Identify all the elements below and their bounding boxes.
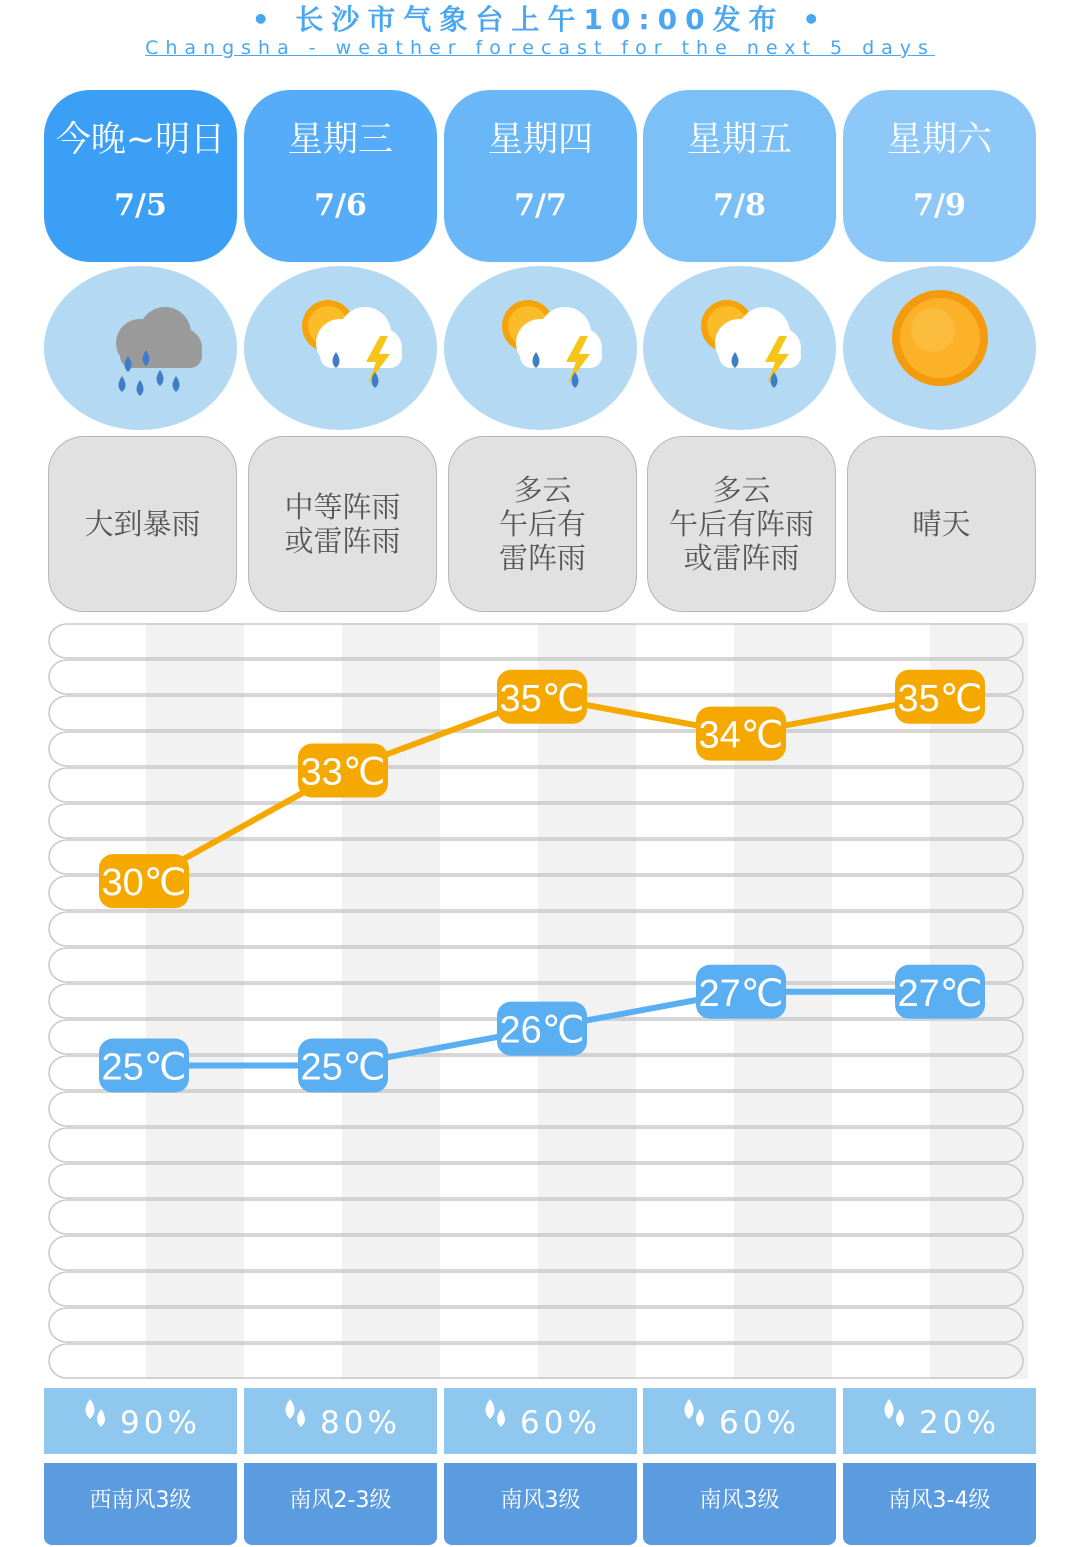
wind-info-text: 西南风3级 — [89, 1488, 192, 1513]
data-point-label — [497, 1002, 587, 1056]
page-subtitle: Changsha - weather forecast for the next 5 days — [145, 37, 935, 59]
raindrop-icon — [879, 1386, 909, 1456]
day-date: 7/5 — [114, 188, 167, 223]
rain-probability — [44, 1388, 237, 1454]
wind-info — [843, 1463, 1036, 1545]
weather-icon-card — [444, 266, 637, 430]
weather-icon-card — [244, 266, 437, 430]
day-card-2[interactable] — [444, 90, 637, 262]
wind-info-text: 南风3级 — [699, 1488, 780, 1513]
raindrop-icon — [280, 1386, 310, 1456]
wind-info — [444, 1463, 637, 1545]
weather-icon-card — [44, 266, 237, 430]
weather-description — [847, 436, 1036, 612]
wind-info — [244, 1463, 437, 1545]
day-name: 今晚~明日 — [55, 120, 226, 160]
weather-description — [248, 436, 437, 612]
data-point-label — [895, 670, 985, 724]
wind-info-text: 南风2-3级 — [289, 1488, 392, 1513]
weather-description — [647, 436, 836, 612]
weather-icon-card — [643, 266, 836, 430]
data-label: 33℃ — [300, 751, 386, 794]
data-point-label — [99, 1039, 189, 1093]
raindrop-icon — [679, 1386, 709, 1456]
weather-icon-card — [843, 266, 1036, 430]
raindrop-icon — [80, 1386, 110, 1456]
data-point-label — [298, 1039, 388, 1093]
weather-description-text: 大到暴雨 — [84, 507, 201, 541]
day-name: 星期三 — [287, 120, 393, 160]
data-label: 35℃ — [499, 677, 585, 720]
grid-column-shade — [538, 623, 636, 1379]
data-label: 26℃ — [499, 1009, 585, 1052]
data-point-label — [99, 854, 189, 908]
day-card-3[interactable] — [643, 90, 836, 262]
data-point-label — [696, 707, 786, 761]
rain-probability-value: 90% — [120, 1405, 201, 1441]
day-date: 7/8 — [713, 188, 766, 223]
rain-probability — [244, 1388, 437, 1454]
weather-description-text: 多云 午后有 雷阵雨 — [498, 473, 586, 575]
day-name: 星期五 — [686, 120, 792, 160]
grid-column-shade — [342, 623, 440, 1379]
weather-description-text: 晴天 — [912, 507, 971, 541]
data-point-label — [696, 965, 786, 1019]
rain-probability-value: 60% — [520, 1405, 601, 1441]
day-card-1[interactable] — [244, 90, 437, 262]
weather-description — [48, 436, 237, 612]
data-label: 30℃ — [101, 862, 187, 905]
data-label: 35℃ — [897, 677, 983, 720]
day-date: 7/6 — [314, 188, 367, 223]
weather-description-text: 多云 午后有阵雨 或雷阵雨 — [668, 473, 814, 575]
rain-probability-value: 60% — [719, 1405, 800, 1441]
rain-probability-value: 80% — [320, 1405, 401, 1441]
temperature-chart — [48, 623, 1028, 1379]
rain-probability — [444, 1388, 637, 1454]
data-label: 25℃ — [101, 1046, 187, 1089]
data-label: 27℃ — [698, 972, 784, 1015]
wind-info-text: 南风3级 — [500, 1488, 581, 1513]
temperature-chart-svg — [48, 623, 1028, 1379]
data-point-label — [497, 670, 587, 724]
day-card-0[interactable] — [44, 90, 237, 262]
day-date: 7/9 — [913, 188, 966, 223]
day-date: 7/7 — [514, 188, 567, 223]
raindrop-icon — [480, 1386, 510, 1456]
wind-info-text: 南风3-4级 — [888, 1488, 991, 1513]
wind-info — [643, 1463, 836, 1545]
wind-info — [44, 1463, 237, 1545]
weather-description-text: 中等阵雨 或雷阵雨 — [284, 490, 401, 558]
day-name: 星期四 — [487, 120, 593, 160]
page-title: • 长沙市气象台上午10:00发布 • — [251, 3, 829, 36]
rain-probability-value: 20% — [919, 1405, 1000, 1441]
data-label: 25℃ — [300, 1046, 386, 1089]
grid-column-shade — [146, 623, 244, 1379]
weather-description — [448, 436, 637, 612]
rain-probability — [643, 1388, 836, 1454]
data-point-label — [298, 744, 388, 798]
data-label: 27℃ — [897, 972, 983, 1015]
rain-probability — [843, 1388, 1036, 1454]
data-point-label — [895, 965, 985, 1019]
day-card-4[interactable] — [843, 90, 1036, 262]
data-label: 34℃ — [698, 714, 784, 757]
day-name: 星期六 — [886, 120, 992, 160]
